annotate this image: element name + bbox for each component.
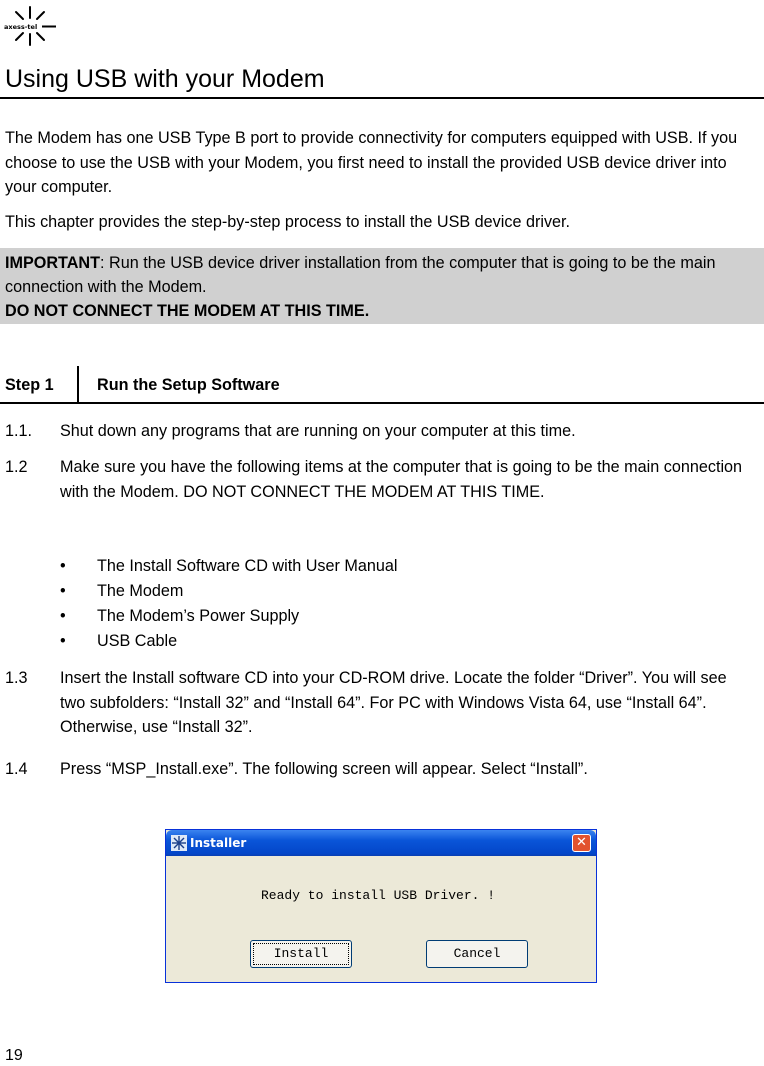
step-title: Run the Setup Software [97, 376, 280, 394]
item-number: 1.4 [5, 760, 28, 778]
installer-app-icon [171, 835, 187, 851]
important-text: : Run the USB device driver installation from the computer that is going to be the main connection with the Modem. [5, 254, 716, 296]
required-items-list [60, 554, 397, 654]
item-number: 1.2 [5, 458, 28, 476]
page-number: 19 [5, 1047, 23, 1064]
axess-tel-logo [3, 4, 57, 48]
item-number: 1.3 [5, 669, 28, 687]
step-divider [77, 366, 79, 402]
installer-window [165, 829, 597, 983]
section-title: Using USB with your Modem [5, 65, 325, 93]
list-item: • USB Cable [60, 632, 178, 650]
list-item: • The Modem [60, 582, 184, 600]
list-item: • The Modem’s Power Supply [60, 607, 300, 625]
cancel-button[interactable]: Cancel [426, 940, 528, 968]
important-note [0, 248, 764, 324]
item-text: Make sure you have the following items at the computer that is going to be the main connection with the Modem. DO NOT CONNECT THE MODEM AT THIS TIME. [60, 458, 743, 501]
item-text: Press “MSP_Install.exe”. The following screen will appear. Select “Install”. [60, 760, 588, 778]
list-item: • The Install Software CD with User Manual [60, 557, 398, 575]
important-label: IMPORTANT [5, 254, 101, 272]
title-rule [0, 97, 764, 99]
installer-titlebar[interactable] [166, 830, 596, 856]
item-text: Shut down any programs that are running on your computer at this time. [60, 422, 576, 440]
item-number: 1.1. [5, 422, 33, 440]
logo-text: axess-tel [4, 23, 38, 31]
installer-title: Installer [190, 836, 247, 850]
step-number: Step 1 [5, 376, 54, 394]
step-header [5, 366, 760, 402]
intro-paragraph-1: The Modem has one USB Type B port to provide connectivity for computers equipped with USB. If you choose to use the USB with your Modem, you first need to install the provided USB device driver into your computer. [5, 129, 738, 196]
important-warning: DO NOT CONNECT THE MODEM AT THIS TIME. [5, 302, 370, 320]
item-text: Insert the Install software CD into your CD-ROM drive. Locate the folder “Driver”. You will see two subfolders: “Install 32” and “Install 64”. For PC with Windows Vista 64, use “Install 64”. Otherwise, use “Install 32”. [60, 669, 727, 736]
installer-message: Ready to install USB Driver. ! [261, 888, 496, 903]
intro-paragraph-2: This chapter provides the step-by-step process to install the USB device driver. [5, 213, 571, 231]
step-rule [0, 402, 764, 404]
close-icon[interactable]: ✕ [572, 834, 591, 852]
install-button[interactable]: Install [250, 940, 352, 968]
